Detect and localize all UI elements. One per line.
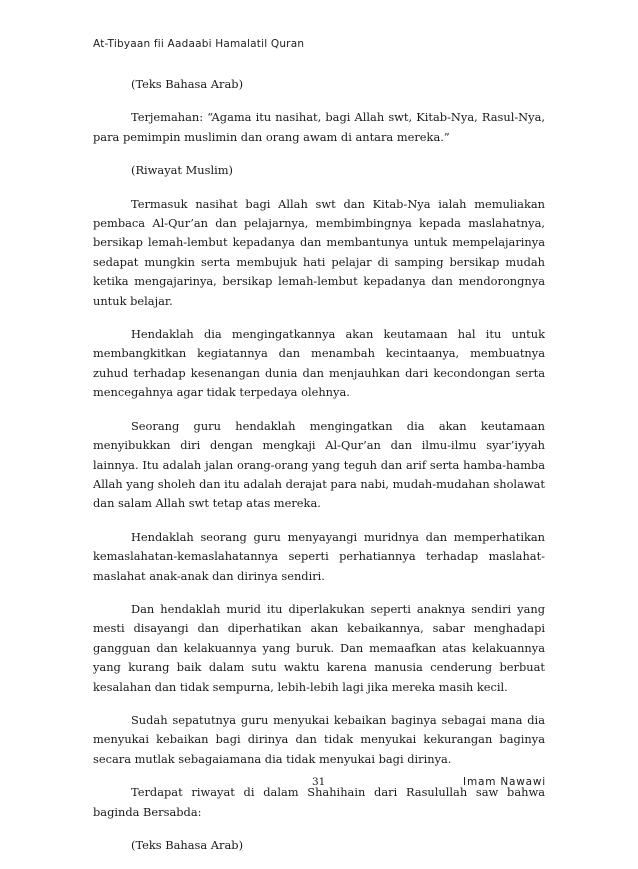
translation-paragraph: Terjemahan: “Agama itu nasihat, bagi Allah swt, Kitab-Nya, Rasul-Nya, para pemimpin muslimin dan orang awam di antara mereka.” — [93, 110, 545, 144]
running-header: At-Tibyaan fii Aadaabi Hamalatil Quran — [93, 38, 305, 50]
body-paragraph: Terdapat riwayat di dalam Shahihain dari Rasulullah saw bahwa baginda Bersabda: — [93, 785, 545, 819]
body-paragraph: Sudah sepatutnya guru menyukai kebaikan baginya sebagai mana dia menyukai kebaikan bagi dirinya dan tidak menyukai kekurangan baginya secara mutlak sebagaiamana dia tidak menyukai bagi dirinya. — [93, 712, 545, 766]
body-paragraph: Dan hendaklah murid itu diperlakukan seperti anaknya sendiri yang mesti disayangi dan diperhatikan akan kebaikannya, sabar menghadapi gangguan dan kelakuannya yang buruk. Dan memaafkan atas kelakuannya yang kurang baik dalam sutu waktu karena manusia cenderung berbuat kesalahan dan tidak sempurna, lebih-lebih lagi jika mereka masih kecil. — [93, 601, 545, 694]
page-number: 31 — [312, 776, 326, 788]
body-paragraph: Hendaklah seorang guru menyayangi muridnya dan memperhatikan kemaslahatan-kemaslahatannya seperti perhatiannya terhadap maslahat-maslahat anak-anak dan dirinya sendiri. — [93, 529, 545, 583]
arabic-text-placeholder: (Teks Bahasa Arab) — [131, 838, 244, 852]
body-paragraph: Termasuk nasihat bagi Allah swt dan Kitab-Nya ialah memuliakan pembaca Al-Qur’an dan pelajarnya, membimbingnya kepada maslahatnya, bersikap lemah-lembut kepadanya dan membantunya untuk mempelajarinya sedapat mungkin serta membujuk hati pelajar di samping bersikap mudah ketika mengajarinya, bersikap lemah-lembut kepadanya dan mendorongnya untuk belajar. — [93, 196, 545, 308]
body-paragraph: Hendaklah dia mengingatkannya akan keutamaan hal itu untuk membangkitkan kegiatannya dan menambah kecintaanya, membuatnya zuhud terhadap kesenangan dunia dan menjauhkan dari kecondongan serta mencegahnya agar tidak terpedaya olehnya. — [93, 327, 545, 400]
hadith-source: (Riwayat Muslim) — [131, 163, 234, 178]
footer-author: Imam Nawawi — [463, 776, 546, 788]
arabic-text-placeholder: (Teks Bahasa Arab) — [131, 77, 244, 91]
body-paragraph: Seorang guru hendaklah mengingatkan dia akan keutamaan menyibukkan diri dengan mengkaji Al-Qur’an dan ilmu-ilmu syar’iyyah lainnya. Itu adalah jalan orang-orang yang teguh dan arif serta hamba-hamba Allah yang sholeh dan itu adalah derajat para nabi, mudah-mudahan sholawat dan salam Allah swt tetap atas mereka. — [93, 418, 545, 511]
page-body — [93, 75, 545, 869]
